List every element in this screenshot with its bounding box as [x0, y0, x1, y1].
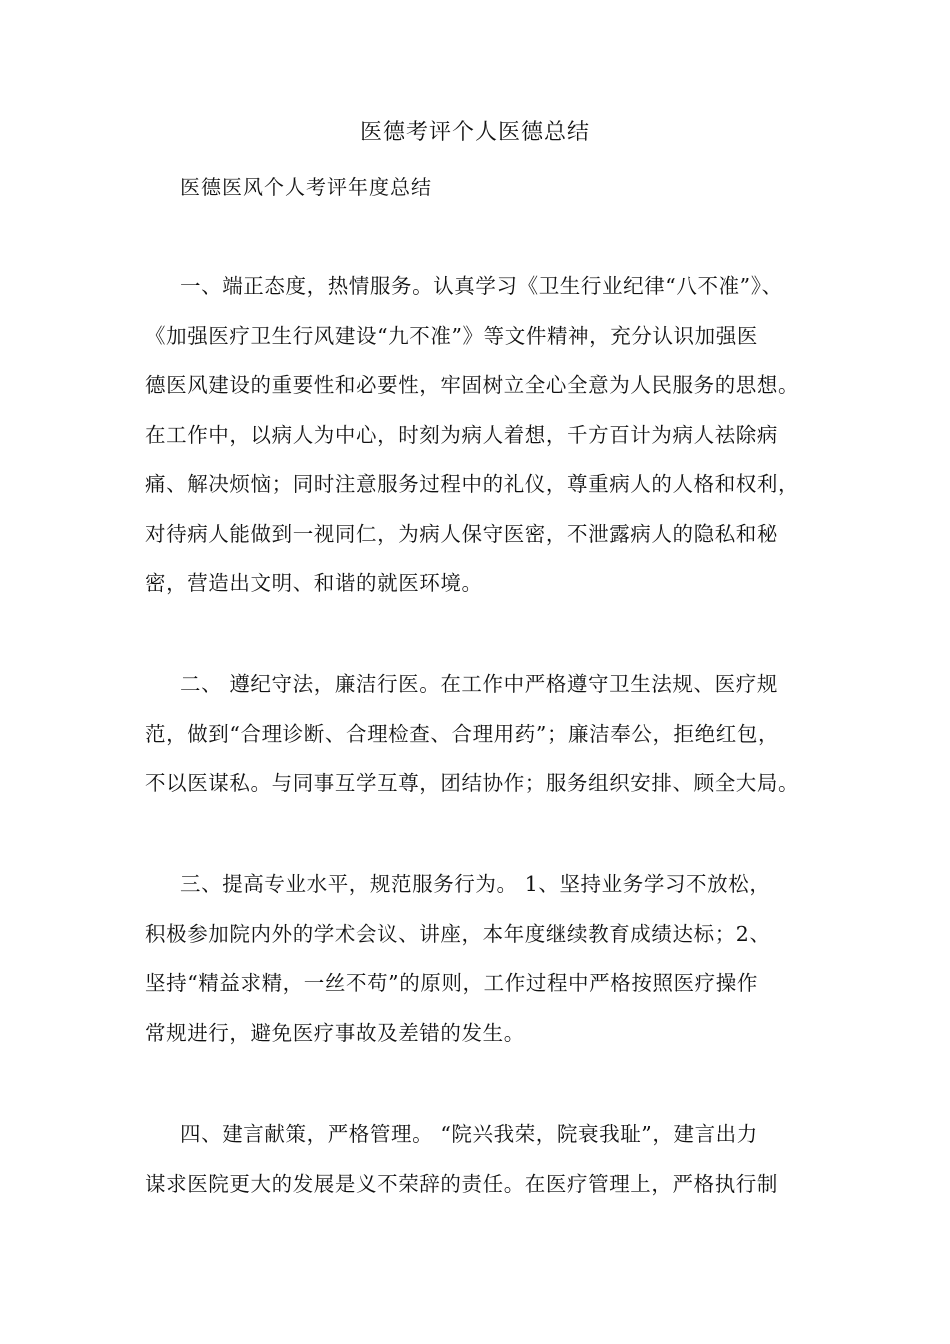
paragraph-2 [145, 660, 825, 809]
paragraph-line: 常规进行，避免医疗事故及差错的发生。 [145, 1020, 525, 1045]
document-subtitle: 医德医风个人考评年度总结 [180, 175, 432, 199]
paragraph-line: 不以医谋私。与同事互学互尊，团结协作；服务组织安排、顾全大局。 [145, 771, 800, 795]
paragraph-line: 《加强医疗卫生行风建设“九不准”》等文件精神，充分认识加强医 [145, 323, 758, 348]
paragraph-line: 坚持“精益求精，一丝不苟”的原则，工作过程中严格按照医疗操作 [145, 971, 758, 995]
paragraph-line: 三、提高专业水平，规范服务行为。 1、坚持业务学习不放松， [180, 872, 771, 896]
paragraph-line: 一、端正态度，热情服务。认真学习《卫生行业纪律“八不准”》、 [180, 274, 783, 298]
paragraph-3 [145, 860, 825, 1058]
paragraph-4 [145, 1110, 825, 1209]
paragraph-line: 对待病人能做到一视同仁，为病人保守医密，不泄露病人的隐私和秘 [145, 521, 778, 546]
paragraph-line: 谋求医院更大的发展是义不荣辞的责任。在医疗管理上，严格执行制 [145, 1171, 778, 1196]
paragraph-line: 二、 遵纪守法，廉洁行医。在工作中严格遵守卫生法规、医疗规 [180, 672, 778, 696]
paragraph-1 [145, 262, 825, 609]
paragraph-line: 在工作中，以病人为中心，时刻为病人着想，千方百计为病人祛除病 [145, 422, 778, 447]
document-title: 医德考评个人医德总结 [359, 120, 590, 145]
paragraph-line: 四、建言献策，严格管理。 “院兴我荣，院衰我耻”，建言出力 [180, 1122, 758, 1146]
paragraph-line: 德医风建设的重要性和必要性，牢固树立全心全意为人民服务的思想。 [145, 373, 800, 397]
paragraph-line: 范，做到“合理诊断、合理检查、合理用药”；廉洁奉公，拒绝红包， [145, 721, 780, 746]
paragraph-line: 痛、解决烦恼；同时注意服务过程中的礼仪，尊重病人的人格和权利， [145, 472, 800, 496]
paragraph-line: 积极参加院内外的学术会议、讲座，本年度继续教育成绩达标；2、 [145, 921, 771, 946]
paragraph-line: 密，营造出文明、和谐的就医环境。 [145, 571, 483, 595]
